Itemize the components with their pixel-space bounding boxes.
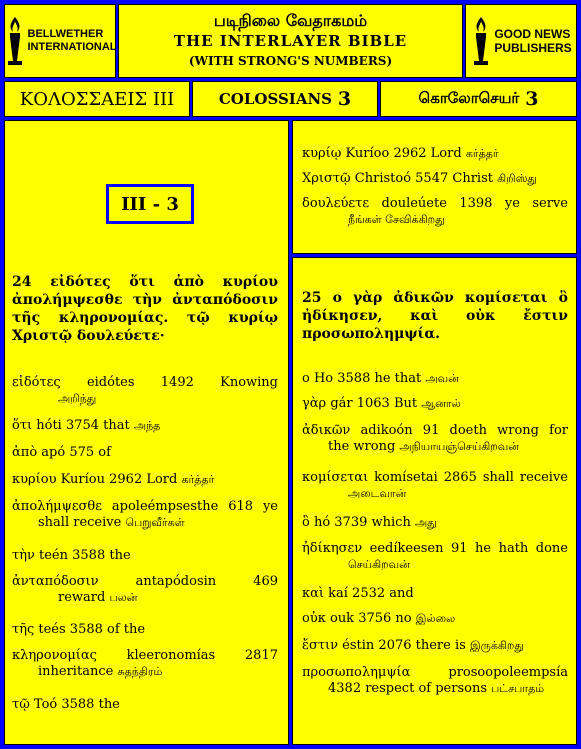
logo-right-line1: GOOD NEWS bbox=[494, 27, 571, 41]
entry-line1: τῷ Toó 3588 the bbox=[12, 697, 120, 712]
publisher-logo-left bbox=[4, 4, 116, 78]
entry-item bbox=[302, 638, 568, 654]
logo-right-line2: PUBLISHERS bbox=[494, 41, 572, 55]
entry-line1: ο Ho 3588 he that அவன் bbox=[302, 371, 459, 386]
entry-line1: κληρονομίας kleeronomías 2817 bbox=[12, 648, 278, 663]
chapter-english-name: COLOSSIANS bbox=[218, 90, 332, 108]
entry-item bbox=[302, 515, 568, 531]
entry-line1: ἔστιν éstin 2076 there is இருக்கிறது bbox=[302, 638, 524, 653]
entry-item bbox=[302, 371, 568, 387]
entry-line2: அடைவான் bbox=[348, 487, 407, 500]
entry-line1: προσωπολημψία prosoopoleempsía bbox=[302, 665, 568, 680]
entry-line1: Χριστῷ Christoó 5547 Christ கிறிஸ்து bbox=[302, 171, 537, 186]
entry-line1: ἀνταπόδοσιν antapódosin 469 bbox=[12, 574, 278, 589]
entry-line1: ἠδίκησεν eedíkeesen 91 he hath done bbox=[302, 541, 568, 556]
title-block bbox=[118, 4, 463, 78]
verse-label: III - 3 bbox=[106, 184, 194, 224]
entry-item bbox=[12, 574, 278, 606]
entry-line2: 4382 respect of persons பட்சபாதம் bbox=[328, 681, 545, 696]
entry-line1: ἀδικῶν adikoón 91 doeth wrong for bbox=[302, 423, 568, 438]
entry-item bbox=[302, 541, 568, 573]
entry-item bbox=[302, 196, 568, 228]
publisher-logo-right bbox=[465, 4, 577, 78]
logo-left-line1: BELLWETHER bbox=[27, 28, 104, 40]
entry-line1: γὰρ gár 1063 But ஆனால் bbox=[302, 396, 461, 411]
entry-item bbox=[302, 611, 568, 627]
entry-line1: δουλεύετε douleúete 1398 ye serve bbox=[302, 196, 568, 211]
logo-left-line2: INTERNATIONAL bbox=[27, 41, 117, 53]
entry-line2: inheritance சுதந்திரம் bbox=[38, 664, 163, 679]
entry-item bbox=[302, 470, 568, 502]
entry-item bbox=[12, 548, 278, 564]
entry-line2: reward பலன் bbox=[58, 590, 138, 605]
entry-item bbox=[12, 418, 278, 434]
entry-line2: நீங்கள் சேவிக்கிறது bbox=[348, 213, 445, 226]
chapter-tamil-num: 3 bbox=[525, 88, 539, 110]
entry-item bbox=[12, 499, 278, 531]
entry-line2: the wrong அநியாயஞ்செய்கிறவன் bbox=[328, 439, 519, 454]
entry-line1: κυρίῳ Kuríoo 2962 Lord கர்த்தர் bbox=[302, 146, 499, 161]
subtitle: (WITH STRONG'S NUMBERS) bbox=[188, 54, 393, 68]
entry-line1: κυρίου Kuríou 2962 Lord கர்த்தர் bbox=[12, 472, 215, 487]
entry-line1: εἰδότες eidótes 1492 Knowing bbox=[12, 375, 278, 390]
entry-line2: செய்கிறவன் bbox=[348, 558, 410, 571]
title-tamil: படிநிலை வேதாகமம் bbox=[213, 11, 368, 30]
entry-item bbox=[302, 423, 568, 455]
chapter-tamil bbox=[380, 81, 577, 117]
verse-24-text: 24 εἰδότες ὅτι ἀπὸ κυρίου ἀπολήμψεσθε τὴν ἀνταπόδοσιν τῆς κληρονομίας. τῷ κυρίῳ Χριστῷ δουλεύετε· bbox=[12, 274, 278, 344]
entry-item bbox=[12, 445, 278, 461]
entry-item bbox=[302, 665, 568, 697]
right-top-panel bbox=[292, 120, 577, 254]
entry-line1: οὐκ ouk 3756 no இல்லை bbox=[302, 611, 456, 626]
entry-item bbox=[302, 396, 568, 412]
entry-line1: ὃ hó 3739 which அது bbox=[302, 515, 437, 530]
entry-line1: τὴν teén 3588 the bbox=[12, 548, 131, 563]
torch-icon bbox=[4, 15, 26, 67]
entry-item bbox=[302, 146, 568, 162]
entry-item bbox=[302, 171, 568, 187]
entry-line2: shall receive பெறுவீர்கள் bbox=[38, 515, 185, 530]
entry-item bbox=[12, 375, 278, 407]
verse-25-text: 25 ο γὰρ ἀδικῶν κομίσεται ὃ ἠδίκησεν, καὶ οὐκ ἔστιν προσωπολημψία. bbox=[302, 290, 568, 342]
entry-line1: κομίσεται komísetai 2865 shall receive bbox=[302, 470, 568, 485]
entry-line1: τῆς teés 3588 of the bbox=[12, 622, 146, 637]
torch-icon bbox=[470, 15, 492, 67]
entry-line2: அறிந்து bbox=[58, 392, 97, 405]
entry-item bbox=[12, 622, 278, 638]
entry-item bbox=[12, 648, 278, 680]
entry-item bbox=[12, 472, 278, 488]
chapter-tamil-name: கொலோசெயர் bbox=[418, 89, 520, 107]
entry-line1: ἀπὸ apó 575 of bbox=[12, 445, 111, 460]
chapter-english bbox=[192, 81, 378, 117]
entry-line1: ὅτι hóti 3754 that அந்த bbox=[12, 418, 161, 433]
entry-item bbox=[12, 697, 278, 713]
chapter-english-num: 3 bbox=[337, 88, 352, 110]
entry-item bbox=[302, 586, 568, 602]
entry-line1: ἀπολήμψεσθε apoleémpsesthe 618 ye bbox=[12, 499, 278, 514]
title-english: THE INTERLAYER BIBLE bbox=[173, 32, 408, 50]
chapter-greek: ΚΟΛΟΣΣΑΕΙΣ III bbox=[4, 81, 190, 117]
entry-line1: καὶ kaí 2532 and bbox=[302, 586, 414, 601]
